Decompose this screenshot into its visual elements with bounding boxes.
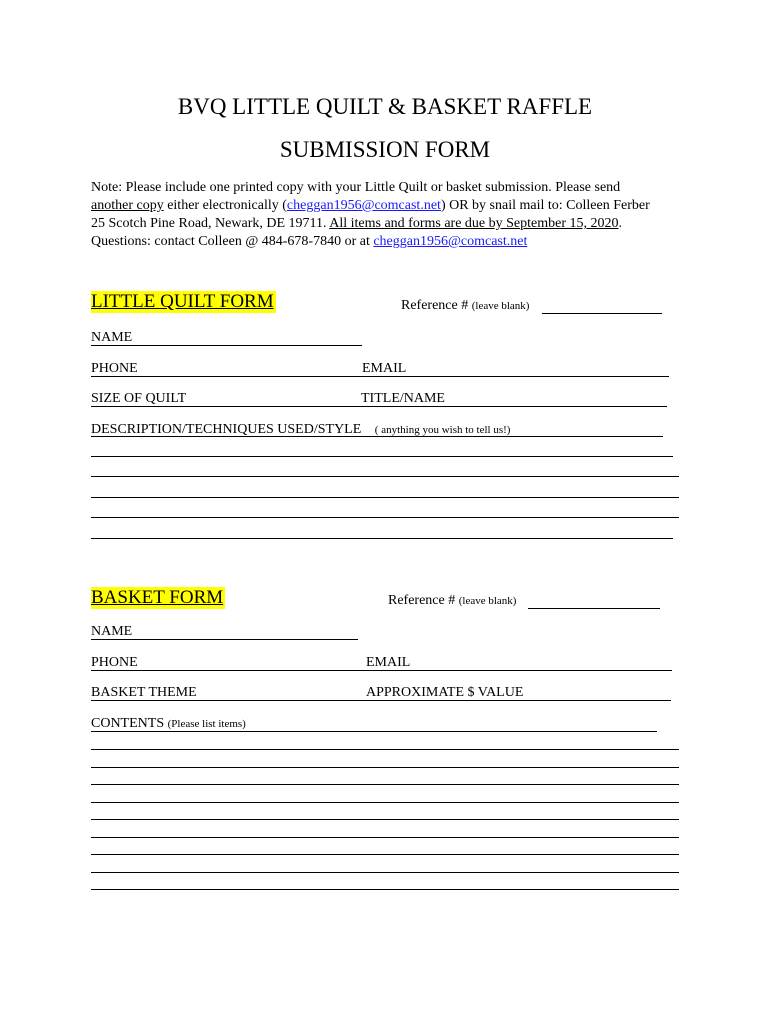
another-copy-text: another copy (91, 198, 164, 213)
basket-contents-label (91, 716, 246, 732)
note-line-1: Note: Please include one printed copy with your Little Quilt or basket submission. Please send (91, 180, 621, 195)
instructions-note (91, 179, 691, 251)
quilt-description-line[interactable] (91, 538, 673, 539)
description-text: DESCRIPTION/TECHNIQUES USED/STYLE (91, 422, 362, 437)
quilt-description-line[interactable] (91, 456, 673, 457)
quilt-description-line[interactable] (91, 497, 679, 498)
note-text: . (618, 216, 623, 231)
little-quilt-form-heading: LITTLE QUILT FORM (91, 291, 274, 312)
basket-contents-line[interactable] (91, 784, 679, 785)
basket-reference-label (388, 593, 516, 609)
quilt-description-line[interactable] (91, 517, 679, 518)
basket-email-label: EMAIL (366, 655, 411, 670)
reference-text: Reference # (388, 593, 459, 608)
basket-contents-line[interactable] (91, 837, 679, 838)
basket-contents-line[interactable] (91, 802, 679, 803)
quilt-name-field[interactable] (91, 345, 362, 346)
basket-contents-line[interactable] (91, 889, 679, 890)
basket-theme-label: BASKET THEME (91, 685, 197, 700)
quilt-title-label: TITLE/NAME (361, 391, 445, 406)
reference-note: (leave blank) (458, 595, 517, 607)
note-text: Questions: contact Colleen @ 484-678-7840 or at (91, 234, 374, 249)
due-date-text: All items and forms are due by September 15, 2020 (329, 216, 619, 231)
quilt-size-label: SIZE OF QUILT (91, 391, 187, 406)
email-link-2[interactable]: cheggan1956@comcast.net (373, 234, 528, 249)
quilt-email-label: EMAIL (362, 361, 407, 376)
reference-text: Reference # (401, 298, 472, 313)
reference-note: (leave blank) (471, 300, 530, 312)
note-line-3 (91, 215, 691, 233)
basket-contents-line[interactable] (91, 854, 679, 855)
basket-form-heading: BASKET FORM (91, 587, 224, 608)
basket-contents-line[interactable] (91, 819, 679, 820)
basket-contents-line[interactable] (91, 872, 679, 873)
email-link-1[interactable]: cheggan1956@comcast.net (286, 198, 441, 213)
basket-phone-label: PHONE (91, 655, 138, 670)
basket-contents-line[interactable] (91, 749, 679, 750)
quilt-reference-field[interactable] (542, 313, 662, 314)
quilt-description-field[interactable] (91, 436, 663, 437)
note-text: either electronically ( (163, 198, 287, 213)
basket-reference-field[interactable] (528, 608, 660, 609)
basket-value-label: APPROXIMATE $ VALUE (366, 685, 524, 700)
basket-name-field[interactable] (91, 639, 358, 640)
note-line-4 (91, 233, 691, 251)
note-text: ) OR by snail mail to: Colleen Ferber (440, 198, 650, 213)
note-line-2 (91, 197, 691, 215)
quilt-description-line[interactable] (91, 476, 679, 477)
quilt-reference-label (401, 298, 529, 314)
note-text: 25 Scotch Pine Road, Newark, DE 19711. (91, 216, 330, 231)
description-note: ( anything you wish to tell us!) (374, 424, 511, 436)
contents-note: (Please list items) (167, 718, 246, 730)
form-title-line1: BVQ LITTLE QUILT & BASKET RAFFLE (177, 94, 593, 119)
basket-name-label: NAME (91, 624, 133, 639)
quilt-phone-label: PHONE (91, 361, 138, 376)
quilt-name-label: NAME (91, 330, 133, 345)
contents-text: CONTENTS (91, 716, 168, 731)
form-title-line2: SUBMISSION FORM (279, 137, 491, 162)
basket-contents-field[interactable] (91, 731, 657, 732)
basket-contents-line[interactable] (91, 767, 679, 768)
